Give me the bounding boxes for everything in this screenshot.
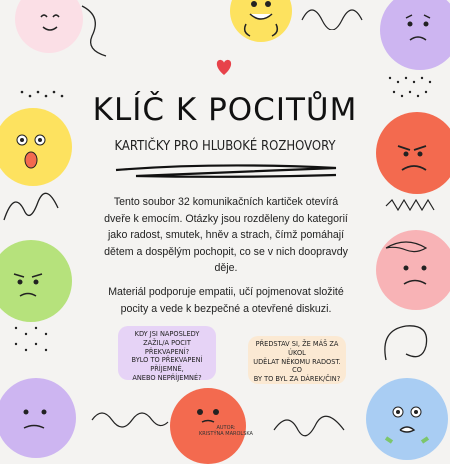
card-line: PŘEKVAPENÍ?	[144, 347, 190, 356]
dots-decoration	[6, 320, 66, 364]
question-card-right	[248, 336, 346, 384]
benefit-paragraph: Materiál podporuje empatii, učí pojmenovat složité pocity a vede k bezpečné a otevřené diskuzi.	[108, 286, 344, 315]
card-line: BY TO BYL ZA DÁREK/ČIN?	[253, 375, 341, 384]
pink-coral-face-blob	[376, 230, 450, 310]
pink-face-blob	[15, 0, 83, 53]
fearful-face-icon	[366, 378, 448, 460]
lavender-face-blob-bottom	[0, 378, 76, 458]
frowning-face-icon	[0, 240, 72, 322]
lavender-face-blob-top	[380, 0, 450, 70]
loop-decoration	[0, 180, 70, 230]
card-line: BYLO TO PŘEKVAPENÍ PŘÍJEMNÉ,	[131, 356, 203, 374]
smiling-face-icon	[15, 0, 83, 53]
worried-face-icon	[380, 0, 450, 70]
worried-face-icon	[0, 378, 76, 458]
yellow-face-blob	[230, 0, 292, 42]
page-subtitle: KARTIČKY PRO HLUBOKÉ ROZHOVORY	[114, 139, 336, 154]
zigzag-decoration	[384, 196, 444, 216]
author-label: AUTOR:	[216, 425, 236, 431]
author-credit	[186, 425, 266, 437]
card-line: UDĚLAT NĚKOMU RADOST. CO	[253, 357, 341, 375]
nervous-face-icon	[230, 0, 292, 42]
sky-face-blob	[366, 378, 448, 460]
author-name: KRISTÝNA MAROLSKA	[199, 431, 253, 437]
heart-icon	[214, 58, 234, 76]
underline-swash	[110, 160, 345, 182]
intro-paragraph: Tento soubor 32 komunikačních kartiček otevírá dveře k emocím. Otázky jsou rozděleny do kategorií jako radost, smutek, hněv a strach, čímž pomáhají dětem a dospělým pochopit, co se v nich doopravdy děje.	[104, 196, 348, 274]
card-line: PŘEDSTAV SI, ŽE MÁŠ ZA ÚKOL	[255, 340, 339, 357]
question-card-left	[118, 326, 216, 380]
lime-face-blob	[0, 240, 72, 322]
squiggle-decoration	[78, 0, 138, 60]
sad-face-icon	[376, 230, 450, 310]
page-title: KLÍČ K POCITŮM	[92, 92, 358, 128]
card-line: KDY JSI NAPOSLEDY ZAŽIL/A POCIT	[134, 330, 200, 347]
scribble-decoration	[300, 0, 370, 30]
wave-decoration	[90, 400, 170, 440]
card-line: ANEBO NEPŘÍJEMNÉ?	[132, 373, 202, 382]
swirl-decoration	[376, 310, 446, 370]
scribble-decoration	[270, 400, 350, 444]
